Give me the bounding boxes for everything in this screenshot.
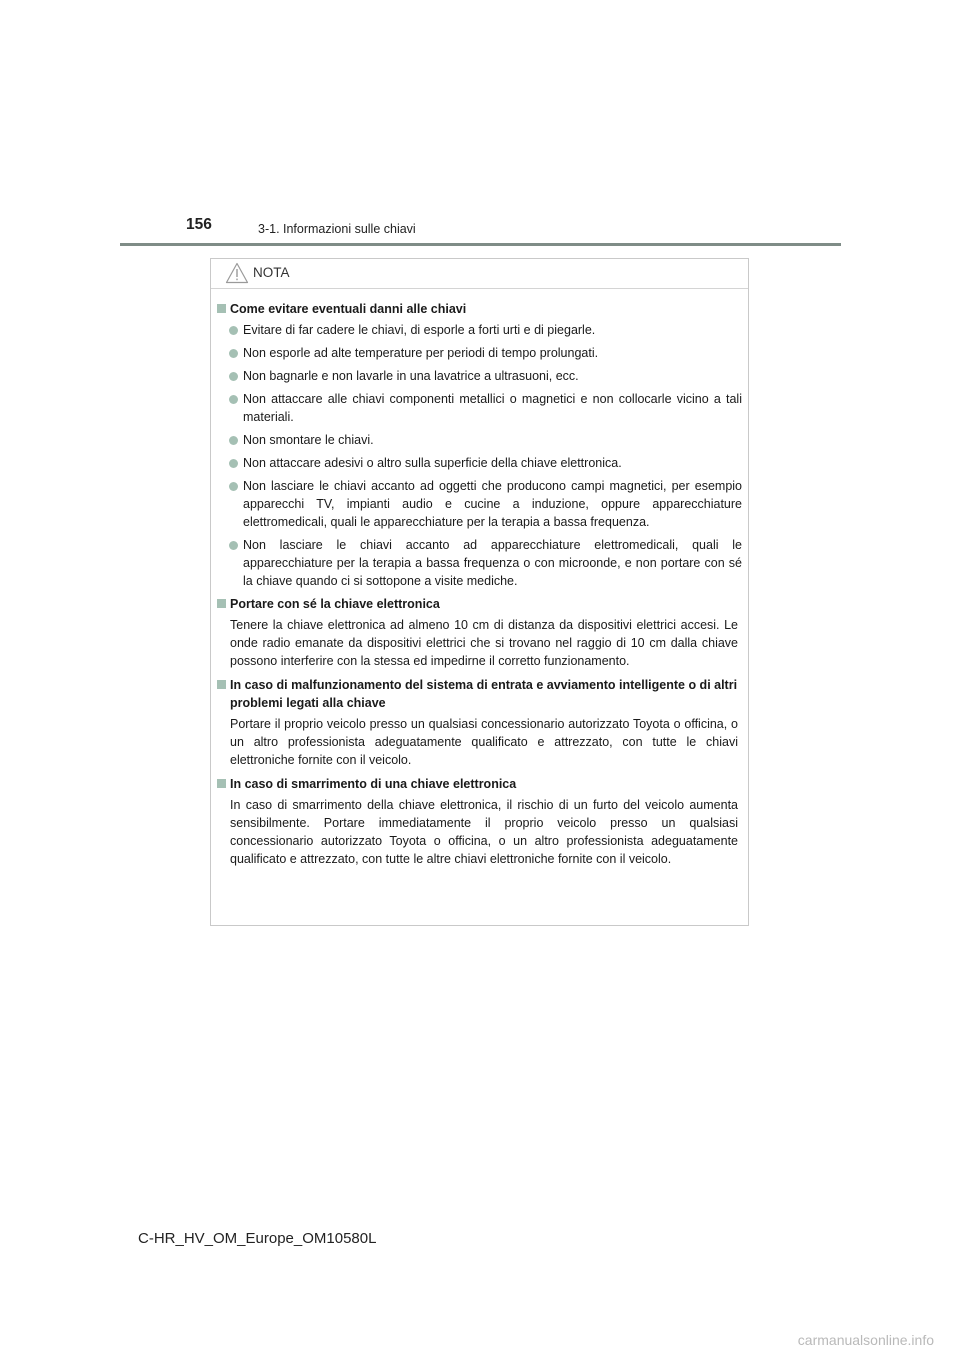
note-body bbox=[211, 289, 748, 868]
list-item-text: Non lasciare le chiavi accanto ad oggetti che producono campi magnetici, per esempio apparecchi TV, impianti audio e cucine a induzione, oppure apparecchiature elettromedicali, quali le apparecchiature per la terapia a bassa frequenza. bbox=[243, 479, 742, 529]
section-heading bbox=[217, 300, 742, 318]
heading-text: Come evitare eventuali danni alle chiavi bbox=[230, 302, 467, 316]
header-rule bbox=[120, 243, 841, 246]
warning-triangle-icon bbox=[225, 262, 249, 284]
page-number: 156 bbox=[186, 216, 212, 233]
note-box bbox=[210, 258, 749, 926]
section-heading bbox=[217, 676, 742, 712]
list-item bbox=[217, 367, 742, 385]
document-id: C-HR_HV_OM_Europe_OM10580L bbox=[138, 1230, 377, 1247]
list-item-text: Non attaccare adesivi o altro sulla superficie della chiave elettronica. bbox=[243, 456, 622, 470]
list-item bbox=[217, 536, 742, 590]
list-item-text: Evitare di far cadere le chiavi, di esporle a forti urti e di piegarle. bbox=[243, 323, 596, 337]
circle-bullet-icon bbox=[229, 372, 238, 381]
list-item-text: Non esporle ad alte temperature per periodi di tempo prolungati. bbox=[243, 346, 599, 360]
circle-bullet-icon bbox=[229, 395, 238, 404]
list-item bbox=[217, 344, 742, 362]
heading-text: In caso di smarrimento di una chiave elettronica bbox=[230, 777, 517, 791]
section-heading bbox=[217, 595, 742, 613]
square-bullet-icon bbox=[217, 680, 226, 689]
circle-bullet-icon bbox=[229, 349, 238, 358]
note-header bbox=[211, 259, 748, 289]
circle-bullet-icon bbox=[229, 541, 238, 550]
circle-bullet-icon bbox=[229, 326, 238, 335]
list-item bbox=[217, 477, 742, 531]
note-label: NOTA bbox=[253, 265, 290, 280]
list-item bbox=[217, 390, 742, 426]
list-item-text: Non lasciare le chiavi accanto ad apparecchiature elettromedicali, quali le apparecchiature per la terapia a bassa frequenza o con microonde, e non portare con sé la chiave quando ci si sottopone a visite mediche. bbox=[243, 538, 742, 588]
circle-bullet-icon bbox=[229, 459, 238, 468]
section-paragraph: Portare il proprio veicolo presso un qualsiasi concessionario autorizzato Toyota o officina, o un altro professionista adeguatamente qualificato e attrezzato, con tutte le chiavi elettroniche fornite con il veicolo. bbox=[230, 717, 738, 767]
section-paragraph: Tenere la chiave elettronica ad almeno 10 cm di distanza da dispositivi elettrici accesi. Le onde radio emanate da dispositivi elettrici che si trovano nel raggio di 10 cm dalla chiave possono interferire con la stessa ed impedirne il corretto funzionamento. bbox=[230, 618, 738, 668]
list-item-text: Non smontare le chiavi. bbox=[243, 433, 374, 447]
square-bullet-icon bbox=[217, 304, 226, 313]
square-bullet-icon bbox=[217, 779, 226, 788]
section-paragraph: In caso di smarrimento della chiave elettronica, il rischio di un furto del veicolo aumenta sensibilmente. Portare immediatamente il proprio veicolo presso un qualsiasi concessionario autorizzato Toyota o officina, o un altro professionista adeguatamente qualificato e attrezzato, con tutte le altre chiavi elettroniche fornite con il veicolo. bbox=[230, 798, 738, 866]
list-item bbox=[217, 431, 742, 449]
section-heading bbox=[217, 775, 742, 793]
list-item bbox=[217, 321, 742, 339]
heading-text: In caso di malfunzionamento del sistema di entrata e avviamento intelligente o di altri problemi legati alla chiave bbox=[230, 678, 738, 710]
bullet-list bbox=[217, 321, 742, 590]
list-item bbox=[217, 454, 742, 472]
section-title: 3-1. Informazioni sulle chiavi bbox=[258, 222, 416, 236]
square-bullet-icon bbox=[217, 599, 226, 608]
list-item-text: Non bagnarle e non lavarle in una lavatrice a ultrasuoni, ecc. bbox=[243, 369, 579, 383]
circle-bullet-icon bbox=[229, 436, 238, 445]
heading-text: Portare con sé la chiave elettronica bbox=[230, 597, 440, 611]
circle-bullet-icon bbox=[229, 482, 238, 491]
list-item-text: Non attaccare alle chiavi componenti metallici o magnetici e non collocarle vicino a tali materiali. bbox=[243, 392, 742, 424]
watermark: carmanualsonline.info bbox=[797, 1332, 934, 1348]
